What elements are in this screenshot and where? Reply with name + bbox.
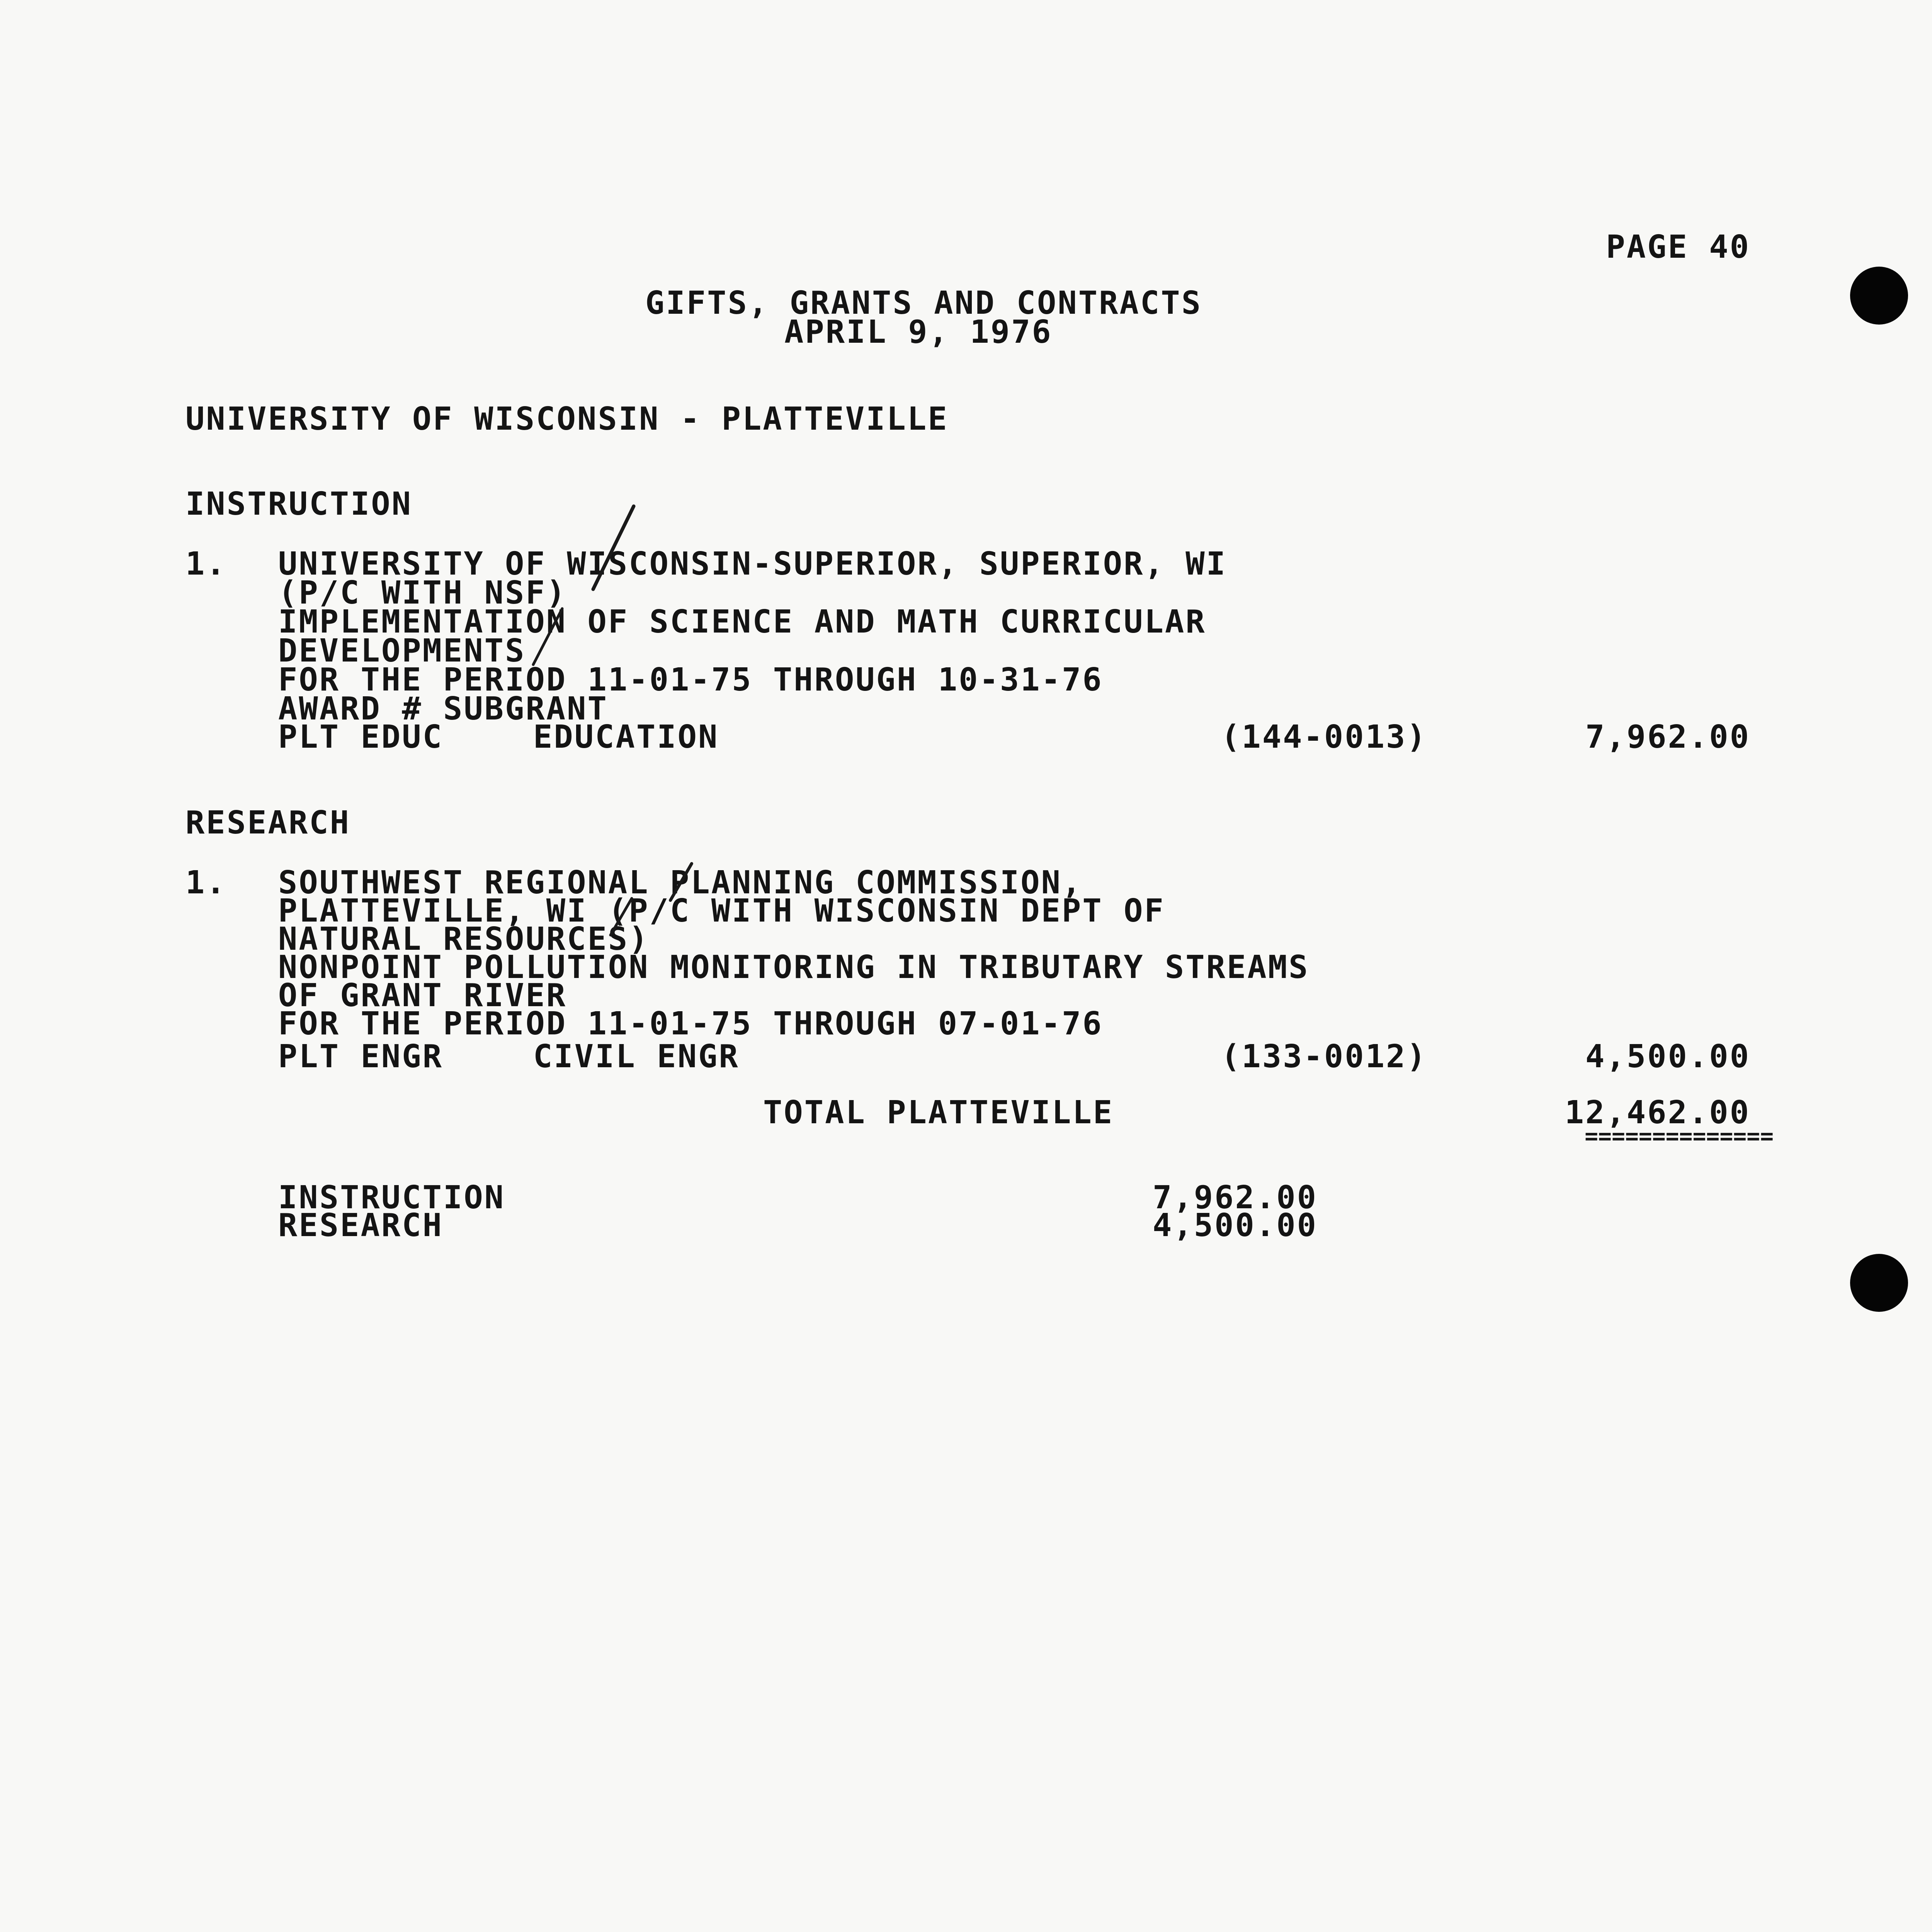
total-label: TOTAL PLATTEVILLE [763,1094,1114,1131]
item-number: 1. [185,864,227,901]
account-number: (133-0012) [1221,1038,1427,1075]
institution-heading: UNIVERSITY OF WISCONSIN - PLATTEVILLE [185,401,949,437]
summary-label: INSTRUCTION [278,1179,505,1216]
item-line: UNIVERSITY OF WISCONSIN-SUPERIOR, SUPERIOR, WI [278,546,1227,582]
instruction-heading: INSTRUCTION [185,486,413,522]
total-double-rule: ============== [1585,1123,1774,1149]
page-number: PAGE 40 [1606,229,1750,265]
dept-name: CIVIL ENGR [533,1038,740,1075]
item-line: (P/C WITH NSF) [278,575,567,611]
item-amount: 7,962.00 [1585,719,1750,755]
item-line: SOUTHWEST REGIONAL PLANNING COMMISSION, [278,864,1083,901]
item-line: FOR THE PERIOD 11-01-75 THROUGH 10-31-76 [278,662,1103,698]
item-line: OF GRANT RIVER [278,977,567,1014]
strike-mark [593,506,634,589]
strike-mark [533,609,562,665]
total-amount: 12,462.00 [1565,1094,1750,1131]
summary-amount: 7,962.00 [1153,1179,1318,1216]
strike-mark [611,898,632,935]
strike-mark [670,864,692,900]
document-date: APRIL 9, 1976 [784,314,1053,350]
item-line: IMPLEMENTATION OF SCIENCE AND MATH CURRICULAR [278,604,1206,640]
item-amount: 4,500.00 [1585,1038,1750,1075]
item-number: 1. [185,546,227,582]
item-line: DEVELOPMENTS [278,633,526,669]
item-line: FOR THE PERIOD 11-01-75 THROUGH 07-01-76 [278,1005,1103,1042]
account-number: (144-0013) [1221,719,1427,755]
research-heading: RESEARCH [185,804,350,841]
item-line: NATURAL RESOURCES) [278,921,650,957]
item-line: NONPOINT POLLUTION MONITORING IN TRIBUTARY STREAMS [278,949,1310,986]
dept-code: PLT EDUC [278,719,443,755]
dept-name: EDUCATION [533,719,719,755]
summary-label: RESEARCH [278,1207,443,1244]
document-title: GIFTS, GRANTS AND CONTRACTS [645,285,1202,321]
dept-code: PLT ENGR [278,1038,443,1075]
item-line: AWARD # SUBGRANT [278,690,608,727]
summary-amount: 4,500.00 [1153,1207,1318,1244]
item-line: PLATTEVILLE, WI (P/C WITH WISCONSIN DEPT OF [278,893,1165,929]
